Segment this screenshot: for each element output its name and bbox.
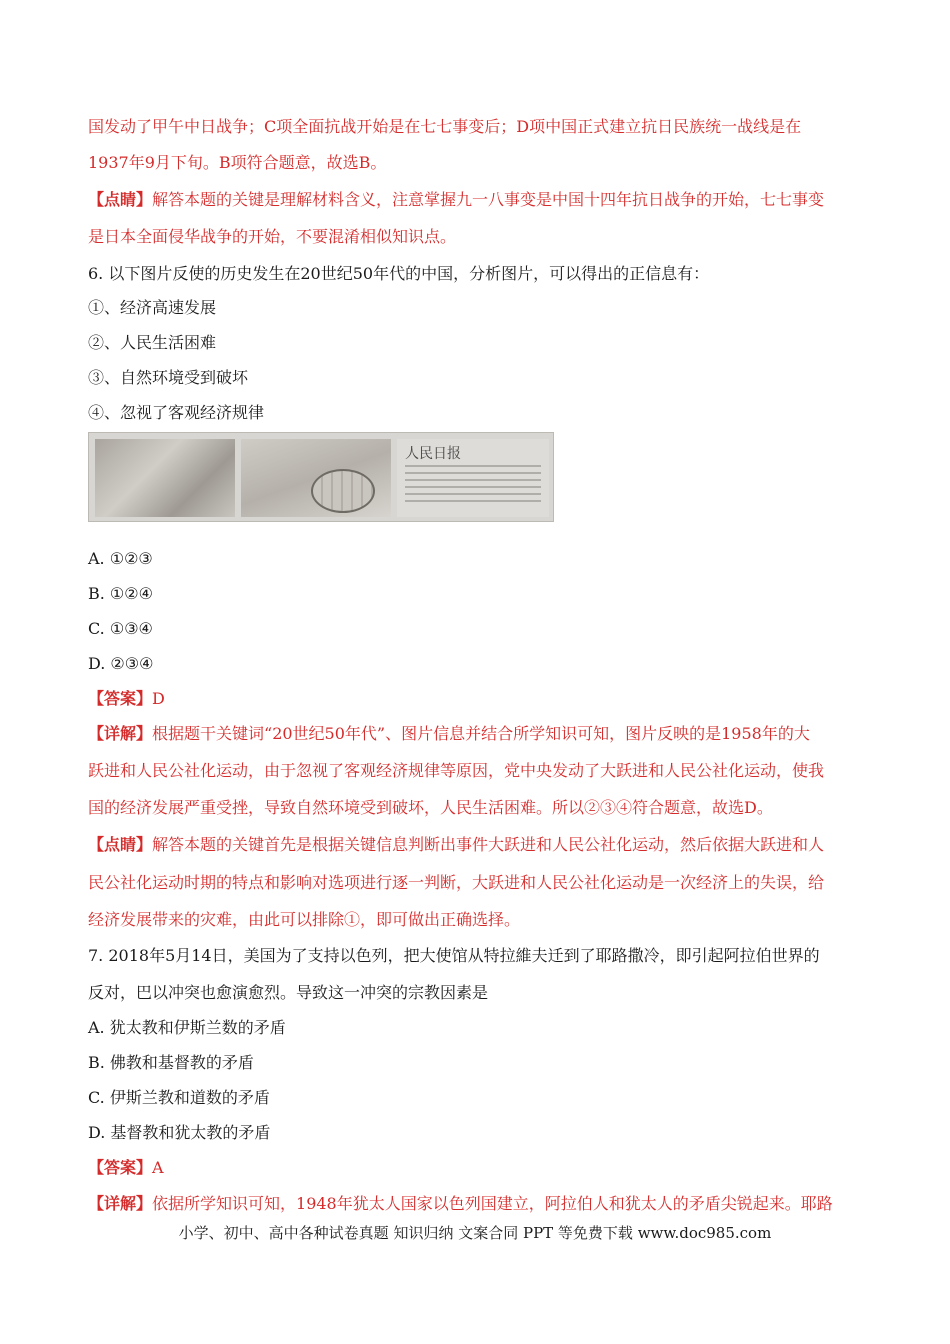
line-text: ②、人民生活困难 [88,333,217,352]
text-line [88,367,248,389]
line-text: 依据所学知识可知，1948年犹太人国家以色列国建立，阿拉伯人和犹太人的矛盾尖锐起来。耶路 [152,1194,833,1213]
text-line [88,189,824,211]
line-text: 国的经济发展严重受挫，导致自然环境受到破坏，人民生活困难。所以②③④符合题意，故选D。 [88,798,773,817]
text-line [88,618,153,640]
line-text: A. ①②③ [88,549,153,568]
text-line [88,583,153,605]
text-line [88,548,153,570]
line-text: C. 伊斯兰教和道数的矛盾 [88,1088,270,1107]
text-line [88,1193,833,1215]
text-line [88,116,801,138]
text-line [88,834,824,856]
photo-steel-furnaces [95,439,235,517]
text-line [88,1087,270,1109]
line-text: A. 犹太教和伊斯兰数的矛盾 [88,1018,286,1037]
text-line [88,332,216,354]
text-line [88,872,824,894]
line-text: 解答本题的关键首先是根据关键信息判断出事件大跃进和人民公社化运动，然后依据大跃进和人 [152,835,825,854]
pumpkin-drawing [311,469,375,513]
line-text: ④、忽视了客观经济规律 [88,403,265,422]
newspaper-heading: 人民日报 [405,446,461,462]
line-text: 解答本题的关键是理解材料含义，注意掌握九一八事变是中国十四年抗日战争的开始，七七事变 [152,190,825,209]
line-text: 反对，巴以冲突也愈演愈烈。导致这一冲突的宗教因素是 [88,983,489,1002]
text-line [88,688,165,710]
text-line [88,653,153,675]
line-text: ③、自然环境受到破坏 [88,368,249,387]
line-text: 经济发展带来的灾难，由此可以排除①，即可做出正确选择。 [88,910,521,929]
historical-photos-figure [88,432,554,522]
text-line [88,1122,270,1144]
section-tag: 【答案】 [88,1158,153,1177]
line-text: 7. 2018年5月14日，美国为了支持以色列，把大使馆从特拉維夫迁到了耶路撒冷，即引起阿拉伯世界的 [88,946,820,965]
text-line [88,1157,164,1179]
line-text: D [152,689,165,708]
line-text: 国发动了甲午中日战争；C项全面抗战开始是在七七事变后；D项中国正式建立抗日民族统一战线是在 [88,117,802,136]
line-text: C. ①③④ [88,619,153,638]
text-line [88,982,488,1004]
text-line [88,723,810,745]
text-line [88,760,824,782]
line-text: 民公社化运动时期的特点和影响对选项进行逐一判断，大跃进和人民公社化运动是一次经济上的失误，给 [88,873,825,892]
text-line [88,263,709,285]
section-tag: 【答案】 [88,689,153,708]
line-text: 6. 以下图片反使的历史发生在20世纪50年代的中国，分析图片，可以得出的正信息有： [88,264,710,283]
text-line [88,152,386,174]
line-text: 根据题干关键词“20世纪50年代”、图片信息并结合所学知识可知，图片反映的是1958年的大 [152,724,810,743]
text-line [88,909,520,931]
text-line [88,945,820,967]
section-tag: 【详解】 [88,1194,153,1213]
page-footer: 小学、初中、高中各种试卷真题 知识归纳 文案合同 PPT 等免费下载 www.doc985.com [178,1224,772,1242]
line-text: D. ②③④ [88,654,154,673]
text-line [88,402,264,424]
line-text: B. 佛教和基督教的矛盾 [88,1053,254,1072]
photo-newspaper [397,439,549,517]
text-line [88,1052,254,1074]
line-text: D. 基督教和犹太教的矛盾 [88,1123,271,1142]
line-text: 是日本全面侵华战争的开始，不要混淆相似知识点。 [88,227,457,246]
line-text: 1937年9月下旬。B项符合题意，故选B。 [88,153,387,172]
section-tag: 【详解】 [88,724,153,743]
line-text: A [152,1158,164,1177]
text-line [88,1017,286,1039]
section-tag: 【点睛】 [88,190,153,209]
line-text: ①、经济高速发展 [88,298,217,317]
line-text: 跃进和人民公社化运动，由于忽视了客观经济规律等原因，党中央发动了大跃进和人民公社化运动，使我 [88,761,825,780]
section-tag: 【点睛】 [88,835,153,854]
text-line [88,797,773,819]
photo-giant-pumpkin [241,439,391,517]
text-line [88,297,216,319]
newspaper-text-lines [405,465,541,505]
line-text: B. ①②④ [88,584,153,603]
text-line [88,226,456,248]
